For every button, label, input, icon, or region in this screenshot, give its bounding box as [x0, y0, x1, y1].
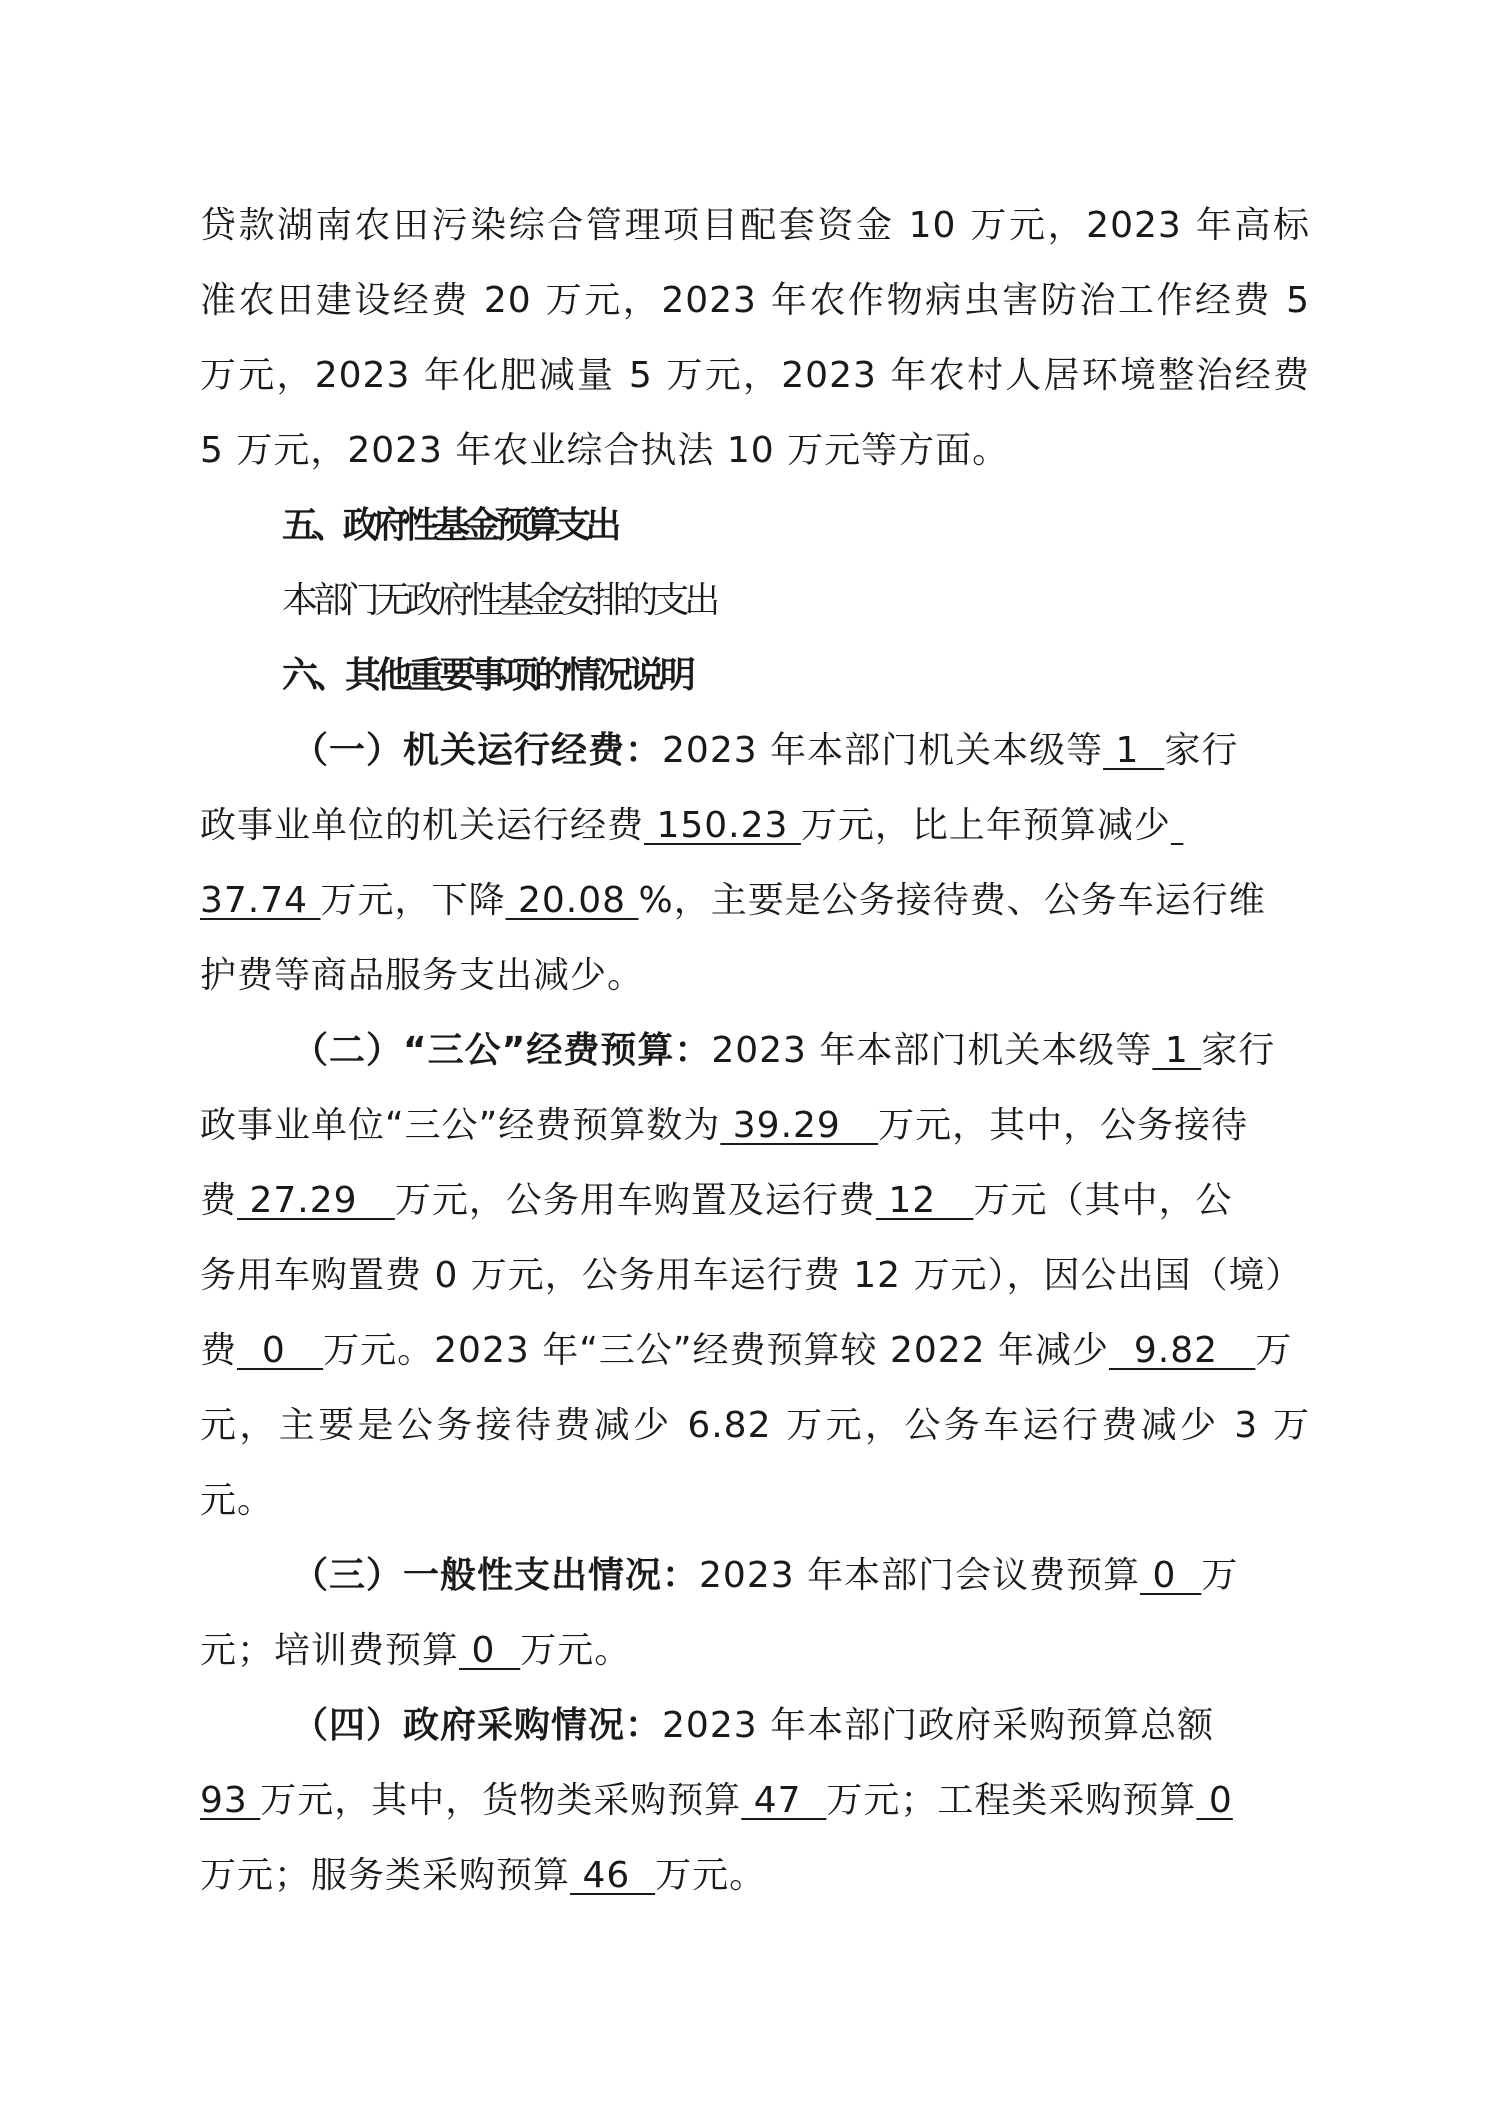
text: 2023 年本部门机关本级等	[711, 1030, 1153, 1071]
text: 万元，下降	[320, 880, 506, 921]
filled-value: 46	[570, 1855, 656, 1896]
filled-value	[1171, 804, 1183, 848]
text: 万元。	[655, 1855, 767, 1896]
text: 元；培训费预算	[200, 1630, 460, 1671]
paragraph-line: 万元，2023 年化肥减量 5 万元，2023 年农村人居环境整治经费	[200, 355, 1310, 396]
item1-line	[200, 804, 1310, 848]
item2-line	[292, 1029, 1310, 1073]
paragraph-line: 贷款湖南农田污染综合管理项目配套资金 10 万元，2023 年高标	[200, 205, 1310, 246]
text: 万元；服务类采购预算	[200, 1855, 571, 1896]
item2-line	[200, 1104, 1310, 1148]
filled-value: 12	[875, 1180, 974, 1221]
item-title: （一）机关运行经费：	[292, 730, 663, 771]
item3-line	[200, 1629, 1310, 1673]
text: 万元，其中，货物类采购预算	[260, 1780, 742, 1821]
filled-value: 150.23	[644, 805, 801, 846]
filled-value: 0	[459, 1630, 521, 1671]
paragraph-line: 5 万元，2023 年农业综合执法 10 万元等方面。	[200, 430, 1010, 471]
filled-value: 0	[1140, 1555, 1202, 1596]
text: 2023 年本部门会议费预算	[699, 1555, 1141, 1596]
filled-value: 1	[1103, 730, 1165, 771]
filled-value: 39.29	[720, 1105, 879, 1146]
filled-value: 1	[1152, 1030, 1202, 1071]
text: 政事业单位的机关运行经费	[200, 805, 645, 846]
text: 万元，其中，公务接待	[878, 1105, 1249, 1146]
item1-line	[292, 729, 1310, 773]
filled-value: 27.29	[237, 1180, 395, 1221]
item3-line	[292, 1554, 1310, 1598]
text: 家行	[1201, 1030, 1276, 1071]
text: 万	[1255, 1330, 1293, 1371]
section-heading: 六、其他重要事项的情况说明	[282, 655, 692, 696]
item1-line: 护费等商品服务支出减少。	[200, 955, 645, 996]
filled-value: 37.74	[200, 880, 321, 921]
paragraph-line: 准农田建设经费 20 万元，2023 年农作物病虫害防治工作经费 5	[200, 280, 1310, 321]
item-title: （四）政府采购情况：	[292, 1705, 663, 1746]
item2-line: 元，主要是公务接待费减少 6.82 万元，公务车运行费减少 3 万	[200, 1405, 1310, 1446]
item4-line	[292, 1704, 1310, 1748]
filled-value: 93	[200, 1780, 261, 1821]
item2-line	[200, 1179, 1310, 1223]
filled-value: 0	[1196, 1780, 1233, 1821]
filled-value: 47	[741, 1780, 827, 1821]
item4-line	[200, 1779, 1310, 1823]
filled-value: 9.82	[1109, 1330, 1256, 1371]
item1-line	[200, 879, 1310, 923]
filled-value: 0	[237, 1330, 324, 1371]
text: 万元，比上年预算减少	[800, 805, 1171, 846]
text: 万元。	[520, 1630, 632, 1671]
text: 万	[1201, 1555, 1239, 1596]
text: 2023 年本部门机关本级等	[662, 730, 1104, 771]
text: 万元。2023 年“三公”经费预算较 2022 年减少	[323, 1330, 1110, 1371]
item2-line: 务用车购置费 0 万元，公务用车运行费 12 万元），因公出国（境）	[200, 1255, 1303, 1296]
text: 万元；工程类采购预算	[826, 1780, 1197, 1821]
item-title: （三）一般性支出情况：	[292, 1555, 700, 1596]
text: 政事业单位“三公”经费预算数为	[200, 1105, 721, 1146]
text: 费	[200, 1330, 238, 1371]
text: 2023 年本部门政府采购预算总额	[662, 1705, 1215, 1746]
item2-line	[200, 1329, 1310, 1373]
section-heading: 五、政府性基金预算支出	[282, 505, 616, 546]
item4-line	[200, 1854, 1310, 1898]
section-body: 本部门无政府性基金安排的支出	[282, 580, 716, 621]
text: 家行	[1164, 730, 1239, 771]
text: 万元，公务用车购置及运行费	[394, 1180, 876, 1221]
text: %，主要是公务接待费、公务车运行维	[638, 880, 1266, 921]
item-title: （二）“三公”经费预算：	[292, 1030, 712, 1071]
text: 万元（其中，公	[973, 1180, 1233, 1221]
text: 费	[200, 1180, 238, 1221]
filled-value: 20.08	[505, 880, 639, 921]
item2-line: 元。	[200, 1480, 275, 1521]
